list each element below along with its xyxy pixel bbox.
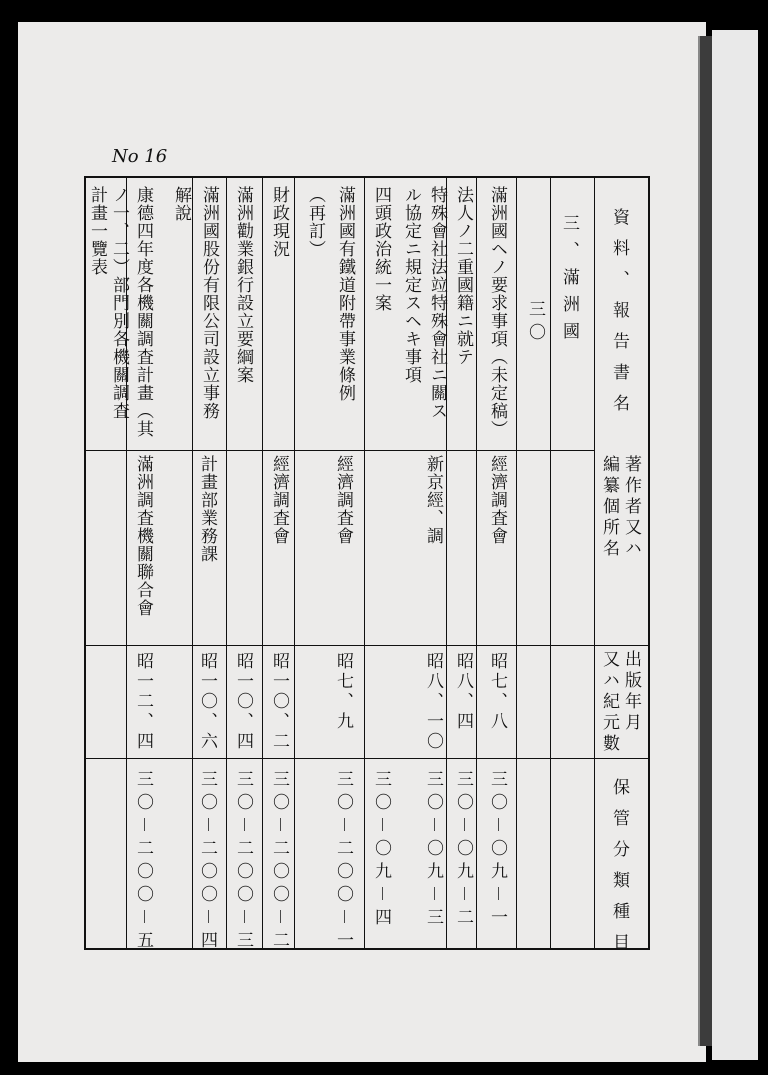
- row-author: 新京經、調: [423, 455, 443, 545]
- row-code: 三〇－二〇〇－五: [133, 770, 153, 954]
- row-title: 計畫一覽表: [87, 186, 107, 276]
- row-code: 三〇－二〇〇－四: [197, 770, 217, 954]
- row-date: 昭一〇、二: [269, 652, 289, 752]
- subcode-column-line: [516, 176, 517, 950]
- row-date: 昭八、一〇: [423, 652, 443, 752]
- header-date-2: 又ハ紀元數: [599, 650, 619, 755]
- row-line: [294, 176, 295, 950]
- row-title: 特殊會社法竝特殊會社ニ關ス: [427, 186, 447, 420]
- row-title: 滿洲勸業銀行設立要綱案: [233, 186, 253, 384]
- row-date: 昭一二、四: [133, 652, 153, 752]
- row-title: 法人ノ二重國籍ニ就テ: [453, 186, 473, 366]
- page-edge: [712, 30, 758, 1060]
- row-date: 昭八、四: [453, 652, 473, 732]
- row-code: 三〇－二〇〇－三: [233, 770, 253, 954]
- header-date-1: 出版年月: [621, 650, 641, 734]
- header-column-line: [594, 176, 595, 950]
- author-date-separator: [84, 645, 650, 646]
- row-title: 四頭政治統一案: [371, 186, 391, 312]
- row-author: 計畫部業務課: [197, 455, 217, 563]
- date-code-separator: [84, 758, 650, 759]
- header-author-2: 編纂個所名: [599, 455, 619, 560]
- row-code: 三〇－〇九－四: [371, 770, 391, 931]
- sub-code: 三〇: [525, 300, 545, 346]
- row-line: [262, 176, 263, 950]
- row-title: 解說: [171, 186, 191, 222]
- row-title: 康德四年度各機關調査計畫（其: [133, 186, 153, 438]
- row-title: ル協定ニ規定スヘキ事項: [401, 186, 421, 384]
- row-line: [364, 176, 365, 950]
- row-date: 昭七、九: [333, 652, 353, 732]
- section-column-line: [550, 176, 551, 950]
- row-title: 滿洲國有鐵道附帶事業條例: [335, 186, 355, 402]
- header-author-1: 著作者又ハ: [621, 455, 641, 560]
- header-title: 資料、報告書名: [609, 208, 629, 425]
- row-title: （再訂）: [305, 186, 325, 258]
- row-date: 昭一〇、四: [233, 652, 253, 752]
- page-number: No 16: [112, 146, 168, 167]
- row-line: [192, 176, 193, 950]
- row-date: 昭七、八: [487, 652, 507, 732]
- row-author: 經濟調査會: [333, 455, 353, 545]
- row-code: 三〇－〇九－三: [423, 770, 443, 931]
- row-code: 三〇－〇九－二: [453, 770, 473, 931]
- row-title: ノ一、二）部門別各機關調査: [109, 186, 129, 420]
- row-code: 三〇－〇九－一: [487, 770, 507, 931]
- row-date: 昭一〇、六: [197, 652, 217, 752]
- section-heading: 三、滿洲國: [559, 214, 579, 349]
- row-title: 滿洲國ヘノ要求事項（未定稿）: [487, 186, 507, 438]
- row-author: 經濟調査會: [487, 455, 507, 545]
- row-line: [476, 176, 477, 950]
- row-author: 滿洲調査機關聯合會: [133, 455, 153, 617]
- row-code: 三〇－二〇〇－一: [333, 770, 353, 954]
- row-title: 滿洲國股份有限公司設立事務: [199, 186, 219, 420]
- row-code: 三〇－二〇〇－二: [269, 770, 289, 954]
- header-code: 保管分類種目: [609, 778, 629, 964]
- header-separator-line: [84, 450, 594, 451]
- row-author: 經濟調査會: [269, 455, 289, 545]
- row-line: [226, 176, 227, 950]
- row-title: 財政現況: [269, 186, 289, 258]
